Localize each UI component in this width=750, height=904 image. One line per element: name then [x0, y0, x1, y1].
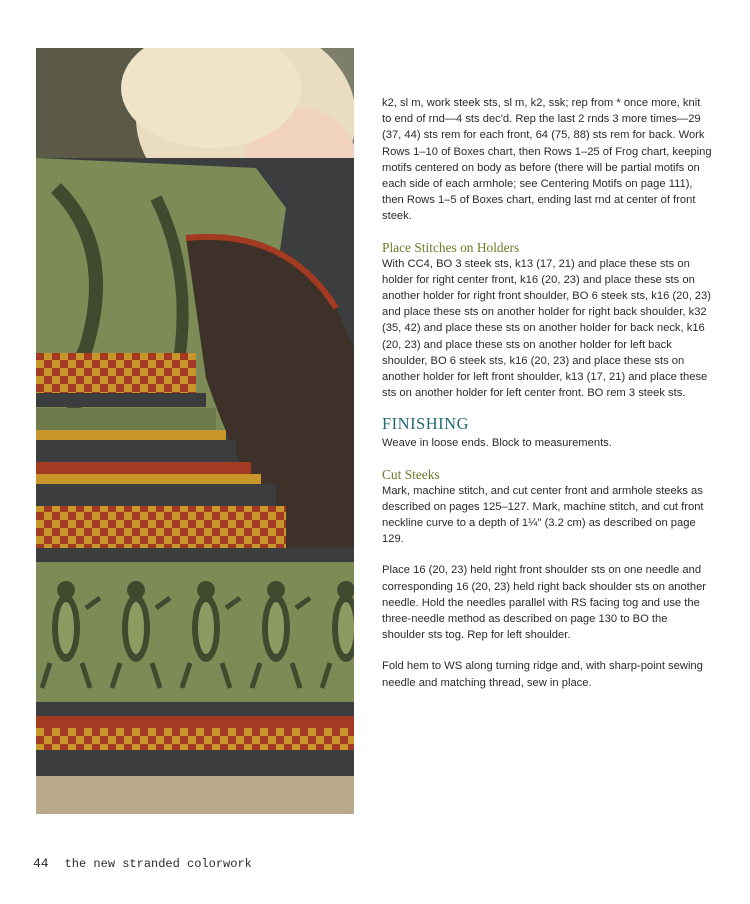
intro-paragraph: k2, sl m, work steek sts, sl m, k2, ssk; rep from * once more, knit to end of rnd—4 sts dec'd. Rep the last 2 rnds 3 more times—29 (37, 44) sts rem for each front, 64 (75, 88) sts rem for back. Work Rows 1–10 of Boxes chart, then Rows 1–25 of Frog chart, keeping motifs centered on body as before (there will be partial motifs on each side of each armhole; see Centering Motifs on page 111), then Rows 1–5 of Boxes chart, ending last rnd at center of front steek.	[382, 97, 712, 223]
finishing-paragraph: Weave in loose ends. Block to measurements.	[382, 437, 612, 450]
page-footer	[33, 856, 252, 871]
knitted-vest-photo	[36, 48, 354, 814]
cut-steeks-paragraph-1: Mark, machine stitch, and cut center front and armhole steeks as described on pages 125–127. Mark, machine stitch, and cut front neckline curve to a depth of 1¼" (3.2 cm) as described on page 129.	[382, 484, 704, 546]
finishing-heading: FINISHING	[382, 414, 469, 434]
page-number: 44	[33, 856, 49, 871]
cut-steeks-heading: Cut Steeks	[382, 466, 440, 482]
book-title: the new stranded colorwork	[64, 857, 252, 871]
place-stitches-paragraph: With CC4, BO 3 steek sts, k13 (17, 21) and place these sts on holder for right center front, k16 (20, 23) and place these sts on another holder for right front shoulder, BO 6 steek sts, k16 (20, 23) and place these sts on another holder for right back shoulder, k32 (35, 42) and place these sts on another holder for back neck, k16 (20, 23) and place these sts on another holder for left back shoulder, BO 6 steek sts, k16 (20, 23) and place these sts on another holder for left front shoulder, k13 (17, 21) and place these sts on another holder for left center front. BO rem 3 steek sts.	[382, 257, 711, 400]
place-stitches-heading: Place Stitches on Holders	[382, 239, 520, 255]
cut-steeks-paragraph-2: Place 16 (20, 23) held right front shoulder sts on one needle and corresponding 16 (20, 23) held right back shoulder sts on another needle. Hold the needles parallel with RS facing tog and use the three-needle method as described on page 130 to BO the shoulder sts tog. Rep for left shoulder.	[382, 564, 707, 642]
instruction-text-column	[382, 95, 712, 691]
cut-steeks-paragraph-3: Fold hem to WS along turning ridge and, with sharp-point sewing needle and matching thread, sew in place.	[382, 660, 703, 689]
